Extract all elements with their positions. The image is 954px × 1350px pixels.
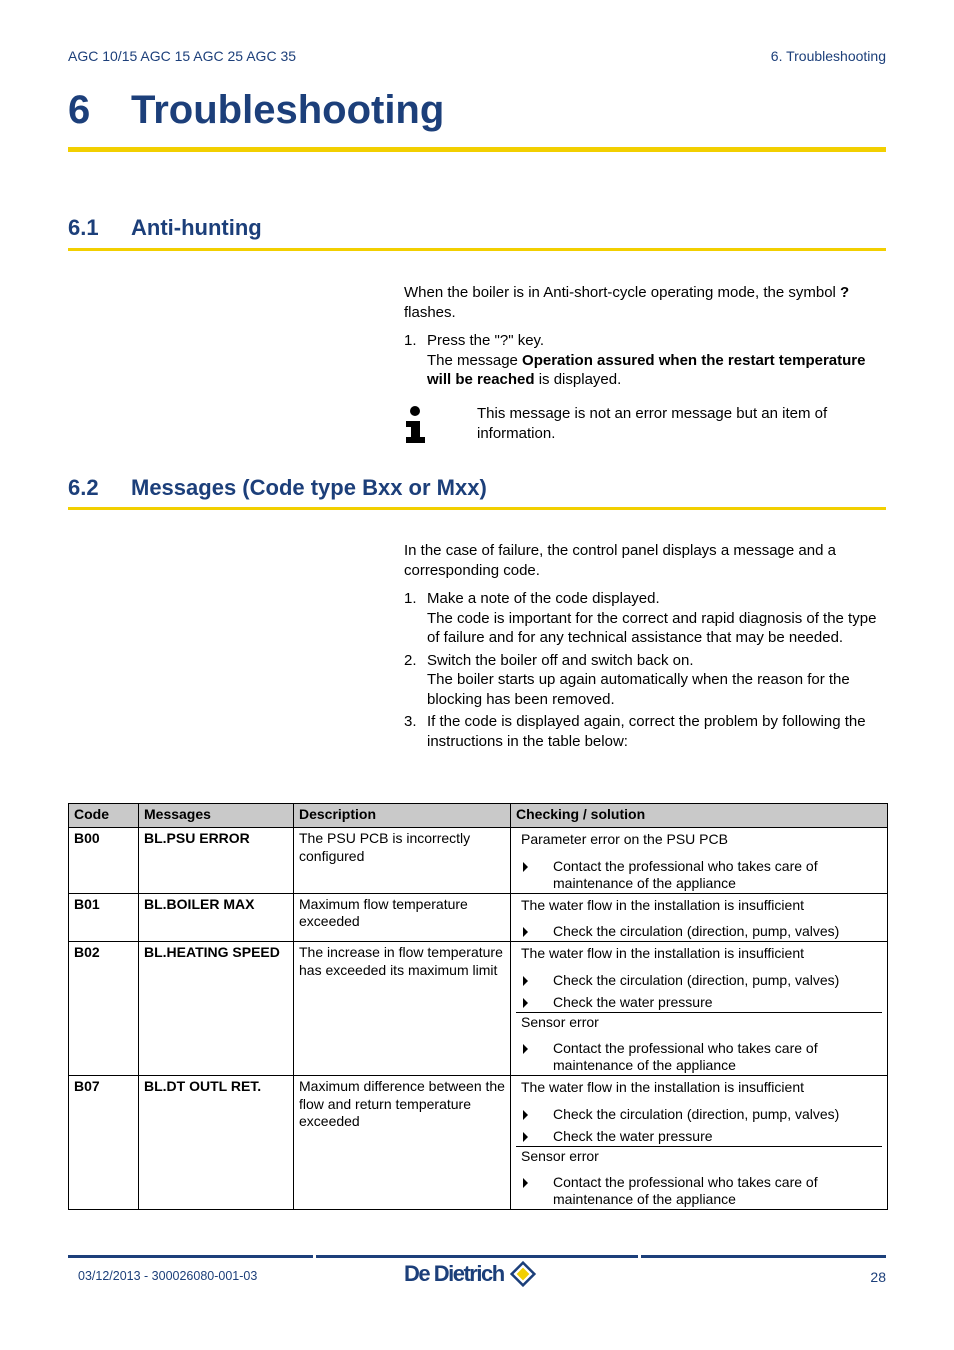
section-6-2-number: 6.2 — [68, 475, 99, 500]
section-6-1-rule — [68, 248, 886, 251]
section-6-1-body — [404, 283, 886, 393]
step-text: Make a note of the code displayed. — [427, 590, 660, 607]
column-header-code: Code — [69, 804, 139, 828]
brand-diamond-icon — [510, 1261, 536, 1287]
section-6-1-title: Anti-hunting — [131, 215, 262, 240]
check-action-text: Check the water pressure — [553, 1127, 713, 1144]
intro-text-end: flashes. — [404, 303, 456, 321]
check-cause: Parameter error on the PSU PCB — [521, 831, 728, 847]
table-row — [69, 942, 888, 1076]
step-text: Press the "?" key. — [427, 332, 545, 349]
messages-step-1 — [404, 589, 886, 648]
checking-cell — [511, 1076, 888, 1210]
check-action — [521, 923, 877, 940]
check-block — [516, 944, 882, 1012]
checking-cell — [511, 942, 888, 1076]
check-action-text: Check the circulation (direction, pump, valves) — [553, 1105, 840, 1122]
bullet-arrow-icon — [523, 927, 528, 937]
bullet-arrow-icon — [523, 1044, 528, 1054]
step-number: 2. — [404, 651, 417, 669]
step-number: 1. — [404, 590, 417, 607]
check-cause: Sensor error — [521, 1013, 599, 1030]
check-cause: The water flow in the installation is insufficient — [521, 896, 804, 913]
check-block — [516, 1146, 882, 1210]
message-cell: BL.BOILER MAX — [139, 893, 294, 942]
description-cell: Maximum difference between the flow and return temperature exceeded — [294, 1076, 511, 1210]
section-6-2-rule — [68, 507, 886, 510]
section-6-2-heading — [68, 475, 487, 501]
description-cell: The increase in flow temperature has exceeded its maximum limit — [294, 942, 511, 1076]
description-cell: The PSU PCB is incorrectly configured — [294, 828, 511, 894]
chapter-rule — [68, 147, 886, 152]
section-6-2-body — [404, 541, 886, 754]
checking-cell — [511, 828, 888, 894]
error-code-table — [68, 803, 888, 1210]
code-cell: B01 — [69, 893, 139, 942]
section-6-2-title: Messages (Code type Bxx or Mxx) — [131, 475, 487, 500]
check-action — [521, 972, 877, 989]
check-action — [521, 1174, 877, 1208]
header-section-ref: 6. Troubleshooting — [770, 48, 886, 64]
check-block — [516, 896, 882, 942]
check-cause: The water flow in the installation is insufficient — [521, 945, 804, 961]
table-row — [69, 893, 888, 942]
messages-step-2 — [404, 651, 886, 710]
check-action-text: Check the circulation (direction, pump, valves) — [553, 971, 840, 988]
code-cell: B07 — [69, 1076, 139, 1210]
messages-intro: In the case of failure, the control panel displays a message and a corresponding code. — [404, 542, 836, 579]
bullet-arrow-icon — [523, 1178, 528, 1188]
message-cell: BL.HEATING SPEED — [139, 942, 294, 1076]
chapter-title — [68, 88, 444, 133]
bullet-arrow-icon — [523, 976, 528, 986]
check-action-text: Contact the professional who takes care of maintenance of the appliance — [553, 857, 818, 891]
check-action — [521, 994, 877, 1011]
chapter-number: 6 — [68, 88, 91, 132]
code-cell: B00 — [69, 828, 139, 894]
brand-logo — [404, 1261, 536, 1293]
footer-rule-right — [641, 1255, 886, 1258]
message-cell: BL.DT OUTL RET. — [139, 1076, 294, 1210]
check-block — [516, 1078, 882, 1146]
step-number: 3. — [404, 713, 417, 730]
intro-text: When the boiler is in Anti-short-cycle operating mode, the symbol — [404, 284, 841, 301]
description-cell: Maximum flow temperature exceeded — [294, 893, 511, 942]
check-action-text: Contact the professional who takes care of maintenance of the appliance — [553, 1174, 818, 1207]
check-block — [516, 830, 882, 893]
messages-step-3 — [404, 712, 886, 751]
step-detail — [427, 351, 886, 390]
anti-hunting-step-1 — [404, 331, 886, 390]
info-icon — [404, 405, 428, 445]
check-action — [521, 1040, 877, 1074]
message-cell: BL.PSU ERROR — [139, 828, 294, 894]
column-header-messages: Messages — [139, 804, 294, 828]
code-cell: B02 — [69, 942, 139, 1076]
step-text: Switch the boiler off and switch back on. — [427, 651, 694, 669]
check-action-text: Check the water pressure — [553, 993, 713, 1010]
bullet-arrow-icon — [523, 862, 528, 872]
bullet-arrow-icon — [523, 1132, 528, 1142]
footer-date-reference: 03/12/2013 - 300026080-001-03 — [78, 1269, 258, 1283]
step-text: If the code is displayed again, correct the problem by following the instructions in the table below: — [427, 713, 866, 750]
step-detail-text-end: is displayed. — [534, 371, 622, 388]
footer-rule-left — [68, 1255, 313, 1258]
section-6-1-number: 6.1 — [68, 215, 99, 240]
section-6-1-heading — [68, 215, 262, 241]
table-row — [69, 828, 888, 894]
check-action — [521, 858, 877, 892]
step-detail: The code is important for the correct and rapid diagnosis of the type of failure and for any technical assistance that may be needed. — [427, 609, 877, 646]
table-row — [69, 1076, 888, 1210]
header-models: AGC 10/15 AGC 15 AGC 25 AGC 35 — [68, 48, 297, 64]
check-action — [521, 1128, 877, 1145]
step-detail-message: Operation assured when the restart temperature will be reached — [427, 351, 866, 388]
checking-cell — [511, 893, 888, 942]
bullet-arrow-icon — [523, 998, 528, 1008]
chapter-title-text: Troubleshooting — [131, 88, 445, 132]
column-header-checking: Checking / solution — [511, 804, 888, 828]
step-number: 1. — [404, 332, 417, 349]
step-detail-text: The message — [427, 351, 523, 369]
check-cause: Sensor error — [521, 1147, 599, 1164]
table-header-row — [69, 804, 888, 828]
info-note: This message is not an error message but an item of information. — [477, 405, 828, 442]
check-action-text: Contact the professional who takes care of maintenance of the appliance — [553, 1040, 818, 1073]
intro-symbol: ? — [840, 284, 850, 301]
check-action-text: Check the circulation (direction, pump, valves) — [553, 923, 840, 939]
brand-logo-text: De Dietrich — [404, 1261, 504, 1286]
page-number: 28 — [870, 1269, 886, 1285]
check-cause: The water flow in the installation is insufficient — [521, 1079, 804, 1095]
footer-rule-middle — [316, 1255, 638, 1258]
column-header-description: Description — [294, 804, 511, 828]
step-detail: The boiler starts up again automatically when the reason for the blocking has been removed. — [427, 671, 850, 708]
anti-hunting-intro — [404, 283, 886, 322]
check-block — [516, 1012, 882, 1076]
bullet-arrow-icon — [523, 1110, 528, 1120]
check-action — [521, 1106, 877, 1123]
